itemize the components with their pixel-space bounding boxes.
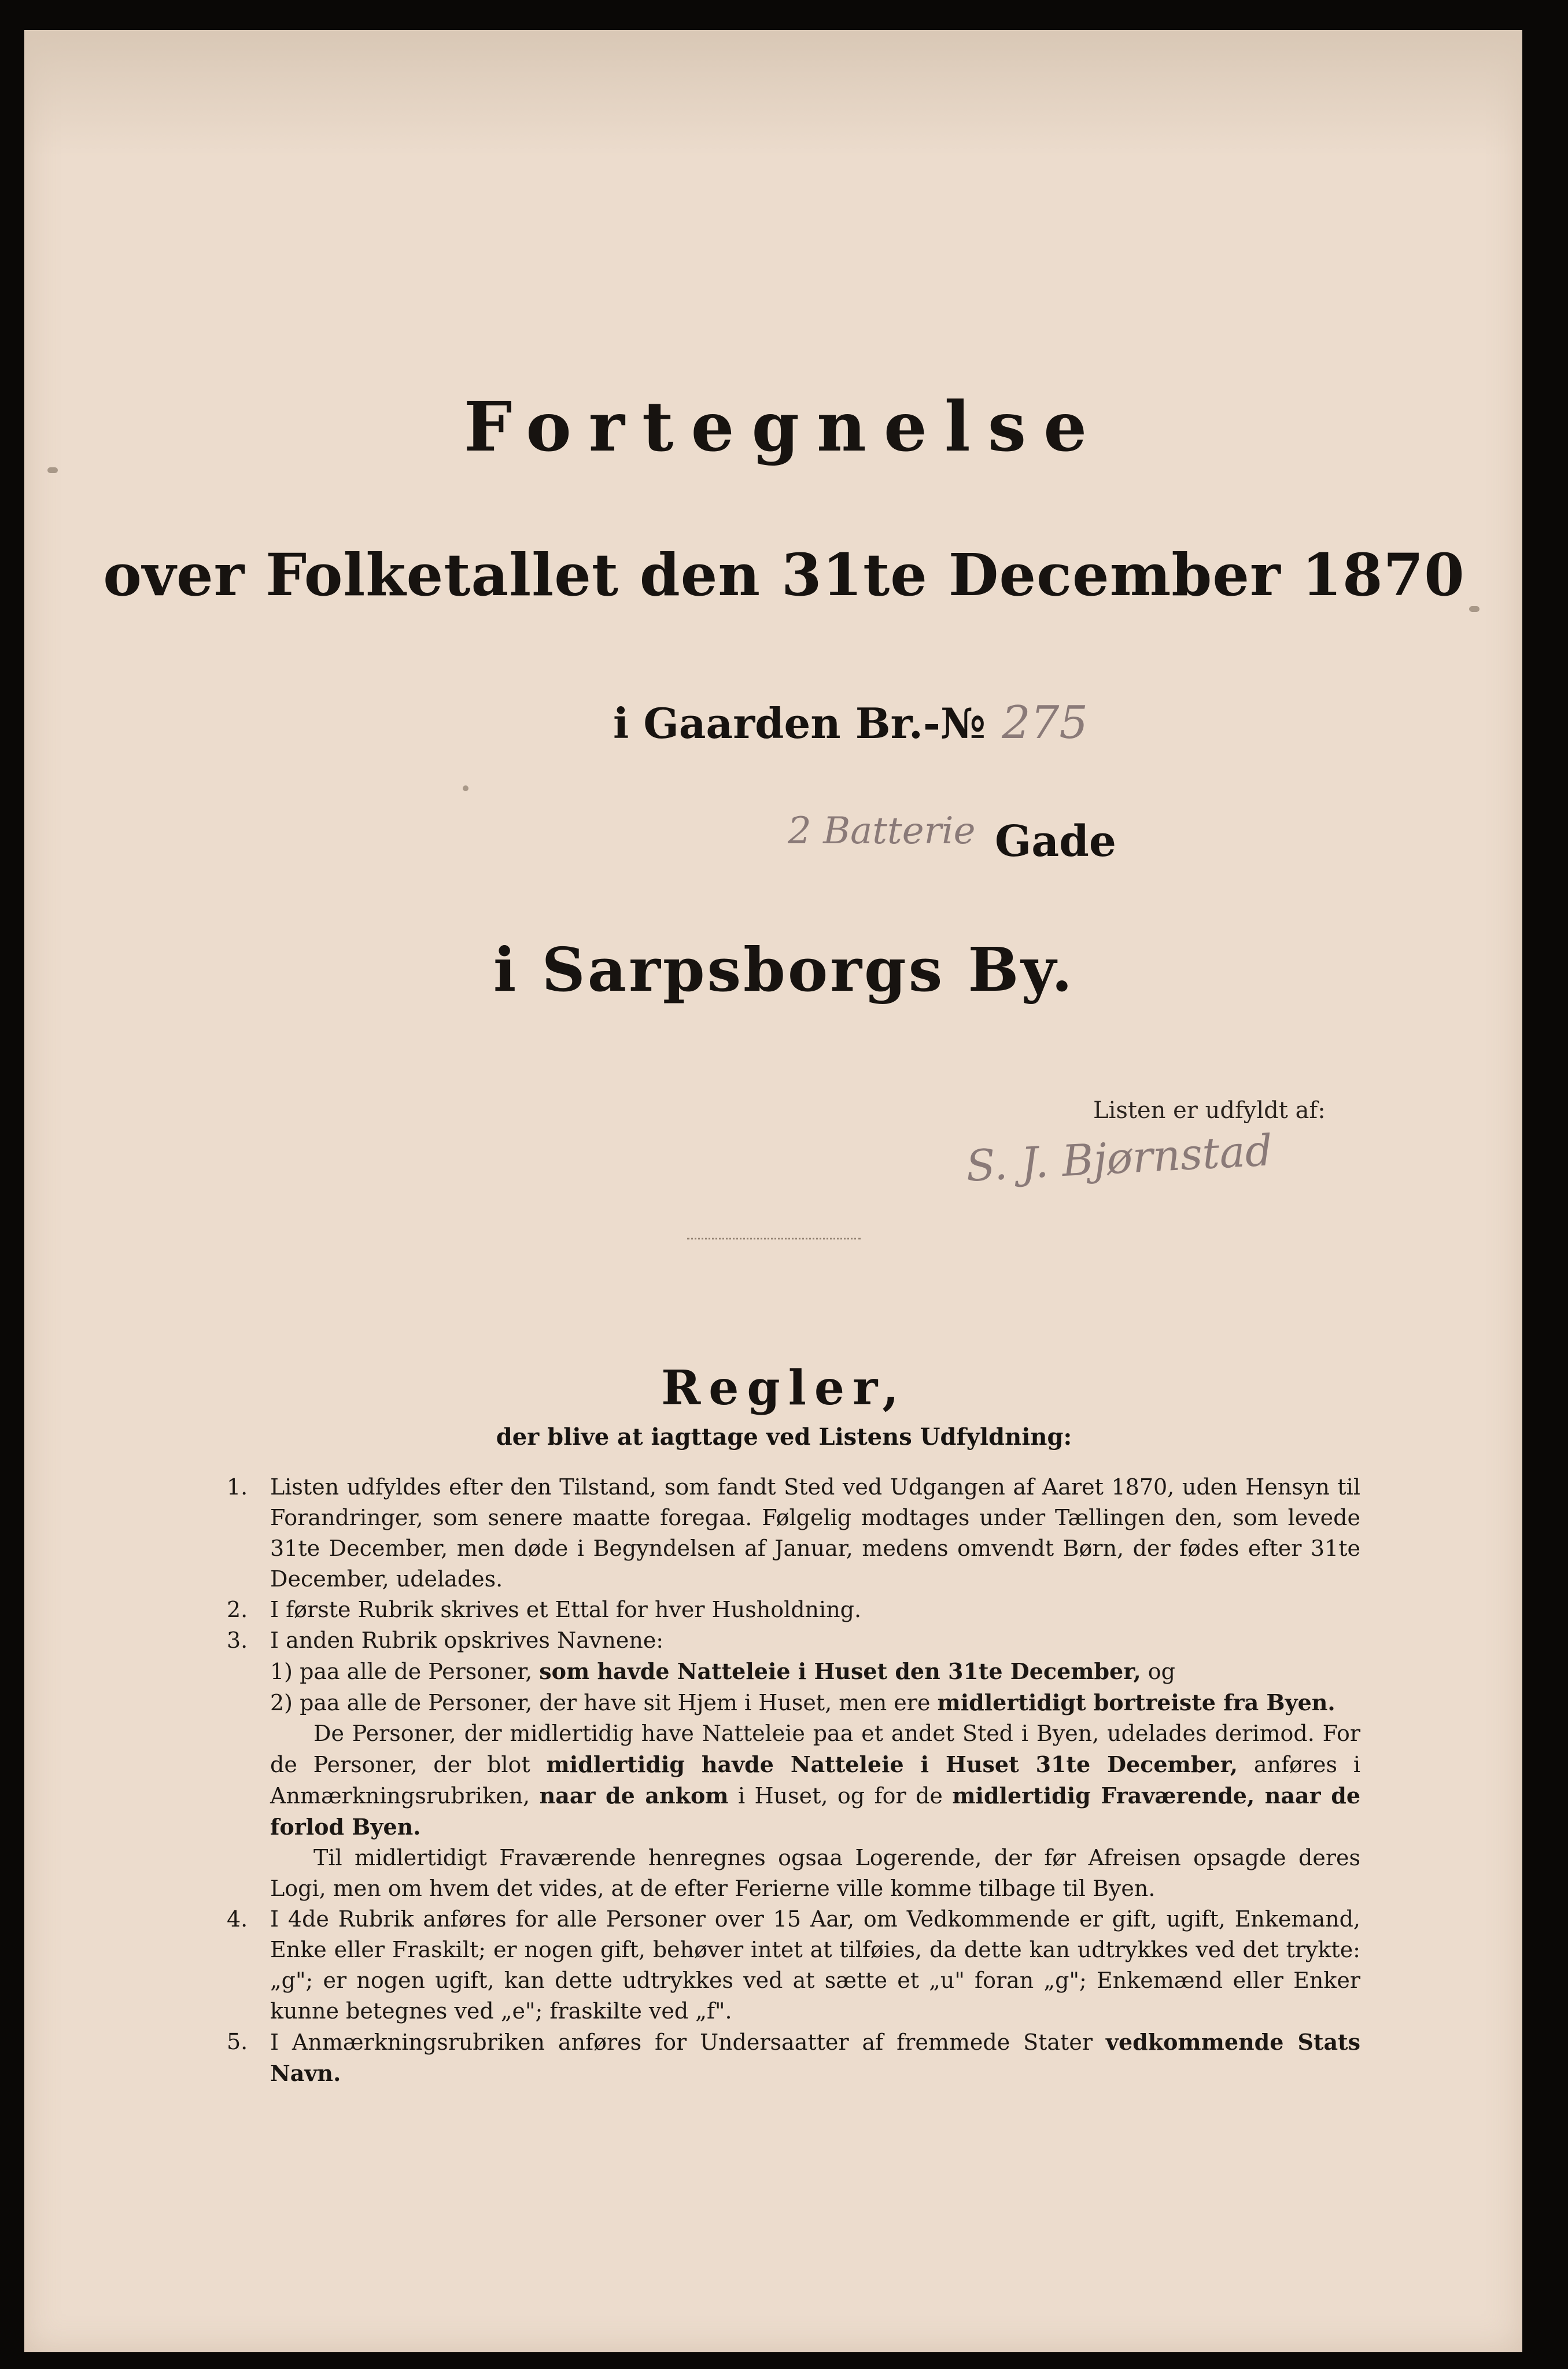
paragraph-bold: midlertidig Fraværende, naar de forlod Byen. <box>270 1783 1361 1840</box>
gaard-number-handwritten: 275 <box>1002 697 1088 749</box>
subitem-bold: midlertidigt bortreiste fra Byen. <box>937 1689 1335 1715</box>
subitem-bold: som havde Natteleie i Huset den 31te December, <box>539 1658 1141 1684</box>
subitem-text: og <box>1141 1659 1175 1684</box>
street-suffix: Gade <box>995 817 1116 866</box>
rule-subitem <box>227 1656 1360 1687</box>
document-subtitle: over Folketallet den 31te December 1870 <box>103 541 1465 609</box>
rule-item <box>227 1595 1360 1625</box>
paragraph-text: anføres i Anmærkningsrubriken, <box>270 1752 1360 1809</box>
rule-text: I 4de Rubrik anføres for alle Personer over 15 Aar, om Vedkommende er gift, ugift, Enkemand, Enke eller Fraskilt; er nogen gift, behøver intet at tilføies, da dette kan udtrykkes ved det trykte: „g"; er nogen ugift, kan dette udtrykkes ved at sætte et „u" foran „g"; Enkemænd eller Enker kunne betegnes ved „e"; fraskilte ved „f". <box>270 1906 1360 2024</box>
subitem-text: 2) paa alle de Personer, der have sit Hjem i Huset, men ere <box>270 1690 938 1715</box>
rule-item <box>227 1625 1360 1656</box>
paragraph-text: Til midlertidigt Fraværende henregnes ogsaa Logerende, der før Afreisen opsagde deres Logi, men om hvem det vides, at de efter Ferierne ville komme tilbage til Byen. <box>270 1845 1360 1901</box>
divider <box>687 1238 861 1239</box>
rule-bold: vedkommende Stats Navn. <box>270 2029 1361 2086</box>
rule-text: Listen udfyldes efter den Tilstand, som fandt Sted ved Udgangen af Aaret 1870, uden Hensyn til Forandringer, som senere maatte foregaa. Følgelig modtages under Tællingen den, som levede 31te December, men døde i Begyndelsen af Januar, medens omvendt Børn, der fødes efter 31te December, udelades. <box>270 1474 1360 1592</box>
rule-item <box>227 1472 1360 1595</box>
rules-list <box>227 1472 1360 2089</box>
rule-text: I Anmærkningsrubriken anføres for Undersaatter af fremmede Stater <box>270 2029 1106 2055</box>
rule-paragraph <box>227 1843 1360 1904</box>
margin-mark <box>47 467 58 473</box>
rule-number: 4. <box>227 1906 248 1932</box>
rules-subtitle: der blive at iagttage ved Listens Udfyldning: <box>496 1423 1072 1451</box>
rule-number: 2. <box>227 1597 248 1622</box>
rules-title: Regler, <box>661 1360 907 1416</box>
signature-handwritten: S. J. Bjørnstad <box>965 1126 1274 1191</box>
paragraph-bold: naar de ankom <box>539 1783 729 1809</box>
gaard-line <box>613 697 1088 749</box>
subitem-text: 1) paa alle de Personer, <box>270 1659 540 1684</box>
filled-by-label: Listen er udfyldt af: <box>1093 1097 1326 1124</box>
rule-text: I første Rubrik skrives et Ettal for hver Husholdning. <box>270 1597 862 1622</box>
rule-number: 1. <box>227 1474 248 1500</box>
rule-item <box>227 1904 1360 2027</box>
rule-text: I anden Rubrik opskrives Navnene: <box>270 1628 664 1653</box>
rule-subitem <box>227 1687 1360 1718</box>
town-heading: i Sarpsborgs By. <box>493 934 1075 1005</box>
paragraph-text: i Huset, og for de <box>728 1783 953 1809</box>
rule-paragraph <box>227 1718 1360 1843</box>
rule-item <box>227 2027 1360 2089</box>
rule-number: 3. <box>227 1628 248 1653</box>
ink-dot <box>463 785 468 791</box>
rule-number: 5. <box>227 2029 248 2054</box>
gaard-label: i Gaarden Br.-№ <box>613 699 986 748</box>
paragraph-bold: midlertidig havde Natteleie i Huset 31te December, <box>546 1751 1238 1777</box>
paragraph-text: De Personer, der midlertidig have Natteleie paa et andet Sted i Byen, udelades derimod. For de Personer, der blot <box>270 1721 1360 1777</box>
document-title: Fortegnelse <box>463 386 1105 467</box>
street-name-handwritten: 2 Batterie <box>788 810 976 853</box>
